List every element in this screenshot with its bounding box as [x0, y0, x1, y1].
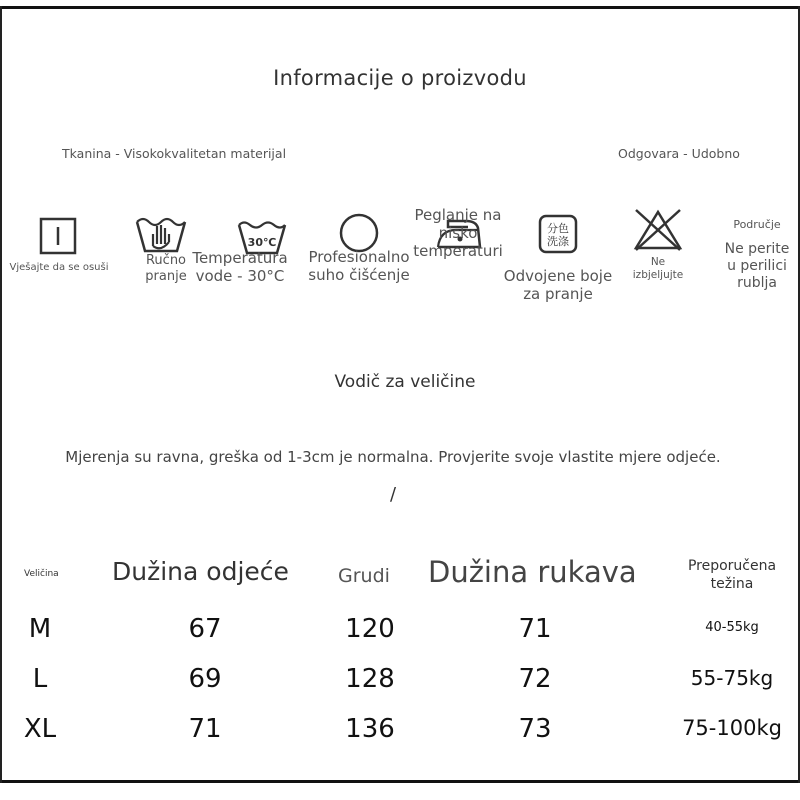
row-m-chest: 120: [345, 614, 395, 644]
header-length: Dužina odjeće: [112, 557, 289, 586]
size-guide-title: Vodič za veličine: [334, 372, 476, 392]
row-l-chest: 128: [345, 664, 395, 694]
frame-left-border: [0, 6, 2, 783]
row-m-size: M: [28, 614, 52, 644]
svg-text:分色: 分色: [547, 222, 569, 235]
care-label-do-not-bleach: Ne izbjeljujte: [632, 256, 684, 281]
do-not-bleach-icon: [632, 208, 684, 252]
header-sleeve: Dužina rukava: [428, 555, 637, 589]
page-title: Informacije o proizvodu: [273, 66, 527, 90]
care-label-wash-30: Temperatura vode - 30°C: [192, 249, 288, 285]
row-xl-chest: 136: [345, 714, 395, 744]
measurement-note: Mjerenja su ravna, greška od 1-3cm je normalna. Provjerite svoje vlastite mjere odjeće.: [65, 448, 721, 466]
hang-dry-icon: [38, 216, 78, 256]
row-m-sleeve: 71: [518, 614, 552, 644]
row-l-length: 69: [188, 664, 222, 694]
wash-30-symbol-text: 30℃: [247, 236, 277, 249]
header-chest: Grudi: [338, 565, 390, 587]
row-m-weight: 40-55kg: [705, 620, 759, 635]
frame-top-border: [0, 6, 800, 9]
care-label-separate-colors: Odvojene boje za pranje: [503, 267, 613, 303]
fit-label: Odgovara - Udobno: [618, 146, 740, 161]
care-label-hang-dry: Vješajte da se osuši: [9, 262, 109, 273]
row-xl-weight: 75-100kg: [682, 716, 782, 740]
svg-text:洗涤: 洗涤: [547, 235, 569, 248]
row-xl-length: 71: [188, 714, 222, 744]
header-weight: Preporučena težina: [687, 558, 777, 592]
care-label-no-machine-wash: Ne perite u perilici rublja: [724, 241, 790, 291]
hand-wash-icon: [134, 212, 188, 254]
fabric-label: Tkanina - Visokokvalitetan materijal: [62, 146, 287, 161]
row-xl-sleeve: 73: [518, 714, 552, 744]
divider-slash: /: [390, 484, 397, 505]
care-zone-title: Područje: [733, 218, 781, 231]
row-xl-size: XL: [23, 714, 57, 744]
separate-colors-icon: [538, 214, 578, 254]
care-label-hand-wash: Ručno pranje: [145, 253, 187, 284]
row-l-weight: 55-75kg: [690, 666, 774, 690]
row-l-sleeve: 72: [518, 664, 552, 694]
row-l-size: L: [32, 664, 48, 694]
row-m-length: 67: [188, 614, 222, 644]
header-size: Veličina: [24, 569, 59, 579]
care-label-dry-clean: Profesionalno suho čišćenje: [308, 248, 410, 284]
care-label-iron-low: Peglanje na nisko temperaturi: [413, 206, 503, 260]
frame-bottom-border: [0, 780, 800, 783]
